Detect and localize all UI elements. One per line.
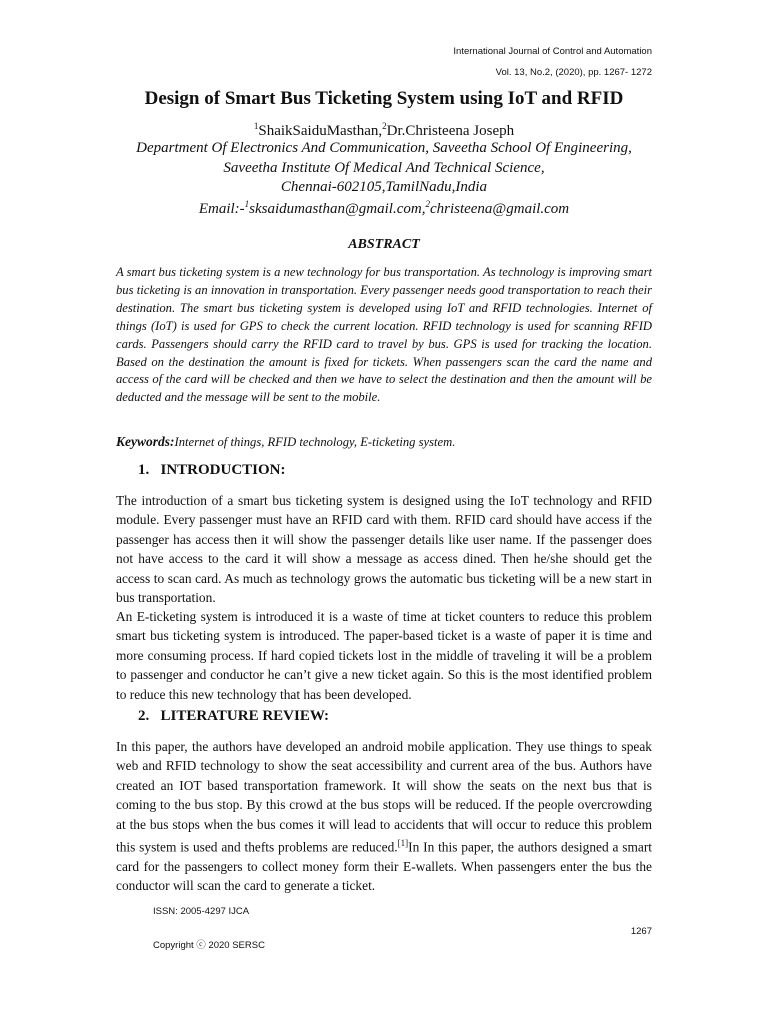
email-prefix: Email:-	[198, 201, 245, 217]
email-sup-2: 2	[425, 199, 430, 209]
citation-ref: [1]	[397, 838, 409, 849]
intro-paragraph-1: The introduction of a smart bus ticketing system is designed using the IoT technology and RFID module. Every passenger must have an RFID card with them. RFID card should have access if the passenger has access then it will show the passenger details like user name. If the passenger does not have access to the card it will show a message as access dined. Then he/she should get the access to scan card. As much as technology grows the automatic bus ticketing will be a new start in bus transportation.	[116, 493, 652, 606]
copyright: Copyright ⓒ 2020 SERSC	[153, 940, 265, 951]
keywords-label: Keywords:	[116, 434, 175, 449]
literature-text-part-1: In this paper, the authors have developed an android mobile application. They use things to speak web and RFID technology to show the seat accessibility and current area of the bus. Authors have created an IOT based transportation framework. It will show the seats on the next bus that is coming to the bus stop. By this crowd at the bus stops will be reduced. If the people overcrowding at the bus stops when the bus comes it will lead to accidents that will occur to reduce this problem this system is used and thefts problems are reduced.	[116, 739, 652, 855]
paper-title: Design of Smart Bus Ticketing System using IoT and RFID	[144, 88, 624, 109]
affiliation-line-3: Chennai-602105,TamilNadu,India	[280, 179, 488, 195]
section-heading-literature-review: 2. LITERATURE REVIEW:	[138, 708, 330, 724]
author-2: Dr.Christeena Joseph	[386, 123, 515, 139]
intro-paragraph-2: An E-ticketing system is introduced it is a waste of time at ticket counters to reduce this problem smart bus ticketing system is introduced. The paper-based ticket is a waste of paper it is time and more consuming process. If hard copied tickets lost in the middle of traveling it will be a problem to passenger and conductor he can’t give a new ticket again. So this is the most identified problem to reduce this new technology that has been developed.	[116, 609, 652, 702]
author-sup-2: 2	[382, 121, 387, 131]
author-line	[0, 121, 768, 140]
volume-info: Vol. 13, No.2, (2020), pp. 1267- 1272	[495, 67, 652, 78]
page-number: 1267	[630, 926, 652, 937]
literature-text-part-2: In In this paper, the authors designed a smart card for the passengers to collect money form their E-wallets. When passengers enter the bus the conductor will scan the card to generate a ticket.	[116, 839, 653, 894]
author-sup-1: 1	[253, 121, 259, 131]
email-2: christeena@gmail.com	[429, 201, 570, 217]
affiliation-line-1: Department Of Electronics And Communication, Saveetha School Of Engineering,	[136, 140, 632, 156]
email-1: sksaidumasthan@gmail.com,	[249, 201, 426, 217]
keywords	[116, 434, 652, 450]
email-line	[0, 199, 768, 218]
abstract-body: A smart bus ticketing system is a new technology for bus transportation. As technology is improving smart bus ticketing is an innovation in transportation. Every passenger needs good transportation to reach their destination. The smart bus ticketing system is developed using IoT and RFID technologies. Internet of things (IoT) is used for GPS to check the current location. RFID technology is used for scanning RFID cards. Passengers should carry the RFID card to travel by bus. GPS is used for tracking the location. Based on the destination the amount is fixed for tickets. When passengers scan the card the name and access of the card will be checked and then we have to select the destination and then the amount will be deducted and the message will be sent to the mobile.	[116, 265, 652, 405]
issn: ISSN: 2005-4297 IJCA	[153, 906, 250, 917]
author-1: ShaikSaiduMasthan,	[258, 123, 383, 139]
section-heading-introduction: 1. INTRODUCTION:	[138, 462, 286, 478]
literature-paragraph	[116, 737, 652, 896]
abstract-heading: ABSTRACT	[348, 237, 420, 252]
keywords-text: Internet of things, RFID technology, E-ticketing system.	[174, 435, 456, 449]
journal-name: International Journal of Control and Automation	[453, 46, 652, 57]
email-sup-1: 1	[244, 199, 250, 209]
affiliation-line-2: Saveetha Institute Of Medical And Technical Science,	[223, 160, 545, 176]
